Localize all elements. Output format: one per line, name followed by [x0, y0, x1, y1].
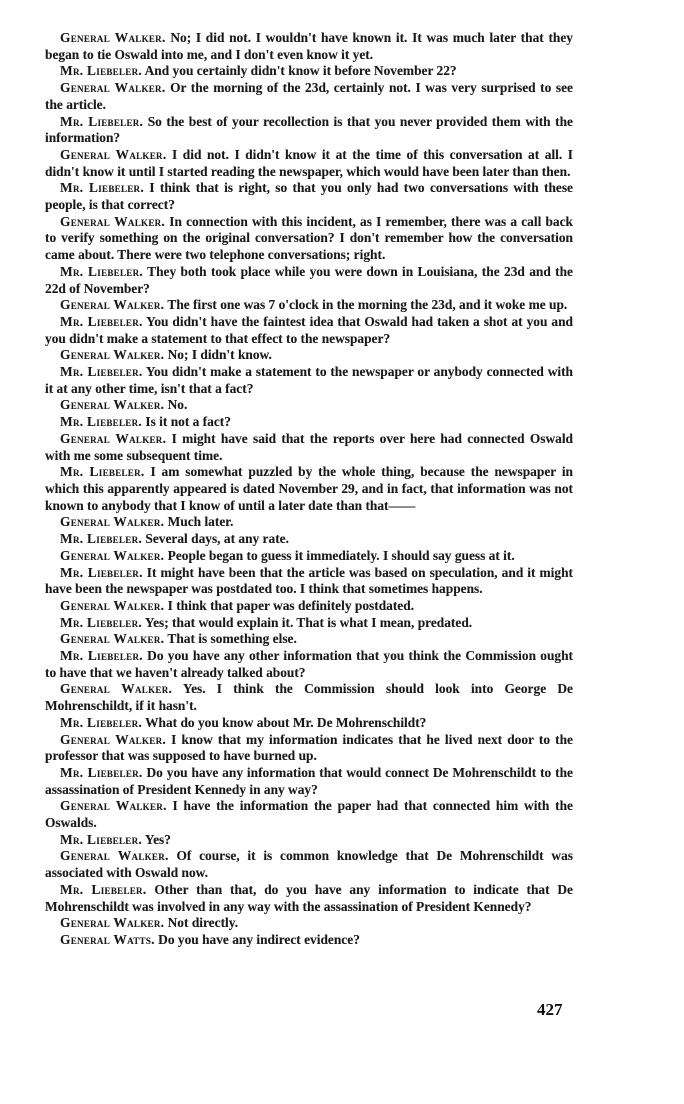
speaker-name: Mr. Liebeler. [60, 414, 143, 430]
testimony-text: People began to guess it immediately. I should say guess at it. [167, 547, 515, 563]
testimony-paragraph [45, 681, 573, 714]
testimony-paragraph [45, 264, 573, 297]
testimony-paragraph [45, 514, 573, 531]
testimony-text: So the best of your recollection is that you never provided them with the information? [45, 113, 573, 146]
testimony-text: You didn't make a statement to the newspaper or anybody connected with it at any other time, isn't that a fact? [45, 364, 573, 396]
testimony-text: I did not. I didn't know it at the time of this conversation at all. I didn't know it until I started reading the newspaper, which would have been later than then. [45, 146, 573, 179]
speaker-name: Mr. Liebeler. [60, 881, 147, 897]
testimony-text: Of course, it is common knowledge that De Mohrenschildt was associated with Oswald now. [45, 848, 573, 881]
testimony-paragraph [45, 414, 573, 431]
testimony-paragraph [45, 114, 573, 147]
testimony-paragraph [45, 915, 573, 932]
testimony-paragraph [45, 397, 573, 414]
testimony-text: I have the information the paper had that connected him with the Oswalds. [45, 798, 573, 831]
testimony-text: I know that my information indicates that he lived next door to the professor that was supposed to have burned up. [45, 731, 573, 764]
testimony-text: In connection with this incident, as I remember, there was a call back to verify something on the original conversation? I don't remember how the conversation came about. There were two telephone conversations; right. [45, 213, 574, 263]
testimony-text: Yes. I think the Commission should look into George De Mohrenschildt, if it hasn't. [45, 681, 573, 714]
speaker-name: Mr. Liebeler. [60, 648, 143, 664]
speaker-name: Mr. Liebeler. [60, 831, 143, 847]
speaker-name: Mr. Liebeler. [60, 113, 144, 129]
speaker-name: General Walker. [60, 430, 167, 446]
testimony-paragraph [45, 180, 573, 213]
testimony-text: No; I did not. I wouldn't have known it. It was much later that they began to tie Oswald into me, and I don't even know it yet. [45, 30, 573, 62]
testimony-paragraph [45, 431, 573, 464]
testimony-paragraph [45, 464, 573, 514]
speaker-name: Mr. Liebeler. [60, 531, 143, 547]
speaker-name: General Walker. [60, 514, 165, 530]
speaker-name: General Walker. [60, 213, 166, 229]
testimony-paragraph [45, 531, 573, 548]
speaker-name: Mr. Liebeler. [60, 614, 143, 630]
testimony-text: Is it not a fact? [145, 414, 231, 430]
testimony-text: What do you know about Mr. De Mohrenschildt? [145, 714, 427, 730]
testimony-paragraph [45, 631, 573, 648]
speaker-name: General Walker. [60, 681, 173, 697]
speaker-name: Mr. Liebeler. [60, 714, 143, 730]
testimony-text: Other than that, do you have any information to indicate that De Mohrenschildt was involved in any way with the assassination of President Kennedy? [45, 881, 573, 914]
testimony-paragraph [45, 848, 573, 881]
speaker-name: General Watts. [60, 931, 155, 947]
speaker-name: General Walker. [60, 347, 165, 363]
testimony-text: And you certainly didn't know it before November 22? [144, 63, 457, 79]
testimony-text: Yes; that would explain it. That is what I mean, predated. [144, 614, 473, 630]
testimony-text: I might have said that the reports over here had connected Oswald with me some subsequent time. [45, 430, 573, 463]
testimony-text: No; I didn't know. [167, 347, 272, 363]
testimony-paragraph [45, 214, 573, 264]
speaker-name: General Walker. [60, 547, 165, 563]
testimony-text: Do you have any information that would connect De Mohrenschildt to the assassination of President Kennedy in any way? [45, 764, 574, 797]
speaker-name: Mr. Liebeler. [60, 63, 143, 79]
speaker-name: Mr. Liebeler. [60, 180, 144, 196]
testimony-text: Much later. [167, 514, 234, 530]
speaker-name: Mr. Liebeler. [60, 564, 143, 580]
testimony-paragraph [45, 615, 573, 632]
testimony-paragraph [45, 765, 573, 798]
testimony-paragraph [45, 715, 573, 732]
speaker-name: General Walker. [60, 80, 166, 96]
testimony-paragraph [45, 565, 573, 598]
speaker-name: General Walker. [60, 30, 166, 45]
testimony-text: I think that is right, so that you only had two conversations with these people, is that correct? [45, 180, 573, 213]
testimony-paragraph [45, 147, 573, 180]
testimony-text: Do you have any indirect evidence? [158, 931, 360, 947]
testimony-paragraph [45, 732, 573, 765]
testimony-paragraph [45, 347, 573, 364]
speaker-name: Mr. Liebeler. [60, 263, 144, 279]
testimony-paragraph [45, 30, 573, 63]
speaker-name: General Walker. [60, 915, 165, 931]
testimony-paragraph [45, 598, 573, 615]
testimony-paragraph [45, 882, 573, 915]
testimony-paragraph [45, 798, 573, 831]
speaker-name: General Walker. [60, 731, 167, 747]
testimony-paragraph [45, 548, 573, 565]
speaker-name: General Walker. [60, 146, 167, 162]
testimony-paragraph [45, 932, 573, 949]
testimony-text: Do you have any other information that you think the Commission ought to have that we haven't already talked about? [45, 648, 573, 680]
testimony-paragraph [45, 314, 573, 347]
speaker-name: General Walker. [60, 397, 165, 413]
speaker-name: General Walker. [60, 798, 167, 814]
speaker-name: Mr. Liebeler. [60, 764, 143, 780]
testimony-text: Yes? [144, 831, 171, 847]
speaker-name: Mr. Liebeler. [60, 364, 143, 380]
testimony-paragraph [45, 63, 573, 80]
testimony-text: That is something else. [167, 631, 297, 647]
testimony-text: I am somewhat puzzled by the whole thing, because the newspaper in which this apparently appeared is dated November 29, and in fact, that information was not known to anybody that I know of until a later date than that—— [45, 464, 573, 513]
testimony-paragraph [45, 80, 573, 113]
testimony-text: Not directly. [167, 915, 239, 931]
speaker-name: Mr. Liebeler. [60, 464, 145, 480]
testimony-paragraph [45, 364, 573, 397]
speaker-name: Mr. Liebeler. [60, 313, 143, 329]
testimony-text: I think that paper was definitely postdated. [167, 597, 415, 613]
page-number: 427 [537, 1000, 563, 1019]
testimony-text: Or the morning of the 23d, certainly not. I was very surprised to see the article. [45, 80, 573, 112]
testimony-text: Several days, at any rate. [145, 531, 289, 547]
transcript-body [45, 30, 573, 949]
speaker-name: General Walker. [60, 297, 165, 313]
testimony-paragraph [45, 648, 573, 681]
speaker-name: General Walker. [60, 631, 165, 647]
testimony-paragraph [45, 297, 573, 314]
testimony-text: No. [167, 397, 188, 413]
testimony-text: You didn't have the faintest idea that Oswald had taken a shot at you and you didn't make a statement to that effect to the newspaper? [45, 313, 573, 346]
testimony-text: They both took place while you were down in Louisiana, the 23d and the 22d of November? [45, 263, 574, 296]
speaker-name: General Walker. [60, 848, 169, 864]
testimony-paragraph [45, 832, 573, 849]
speaker-name: General Walker. [60, 597, 165, 613]
testimony-text: The first one was 7 o'clock in the morning the 23d, and it woke me up. [167, 297, 568, 313]
testimony-text: It might have been that the article was based on speculation, and it might have been the newspaper was postdated too. I think that sometimes happens. [45, 564, 573, 597]
